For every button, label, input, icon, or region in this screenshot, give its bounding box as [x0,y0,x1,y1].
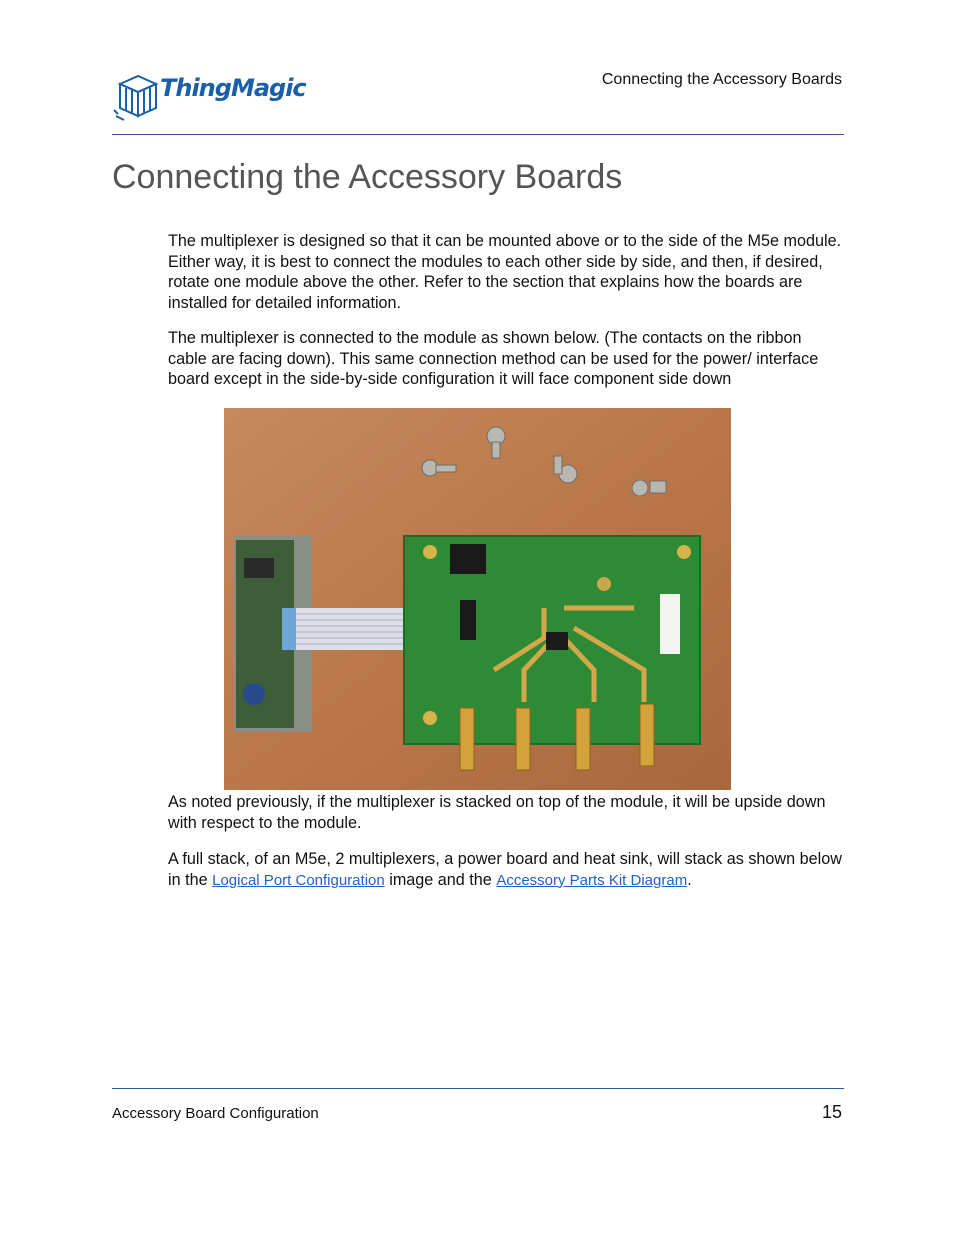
running-head: Connecting the Accessory Boards [601,71,842,88]
p4-text-before: A full stack, of an M5e, 2 multiplexers, a power board and heat sink, will stack as shown below in the [168,850,842,889]
page-title: Connecting the Accessory Boards [112,158,623,196]
paragraph-intro: The multiplexer is designed so that it can be mounted above or to the side of the M5e module. Either way, it is best to connect the modules to each other side by side, and then, if desired, rotate one module above the other. Refer to the section that explains how the boards are installed for detailed information. [168,232,842,312]
footer-section: Accessory Board Configuration [112,1105,319,1122]
paragraph-full-stack [168,849,844,891]
thingmagic-logo [112,66,312,126]
accessory-parts-kit-diagram-link[interactable]: Accessory Parts Kit Diagram [496,871,688,889]
p4-text-middle: image and the [384,870,497,889]
paragraph-connection: The multiplexer is connected to the module as shown below. (The contacts on the ribbon cable are facing down). This same connection method can be used for the power/ interface board except in the side-by-side configuration it will face component side down [168,329,819,388]
header-rule [112,134,844,135]
logical-port-configuration-link[interactable]: Logical Port Configuration [212,871,385,889]
p4-text-after: . [687,870,692,889]
multiplexer-connection-photo [224,408,731,790]
page-number: 15 [821,1102,842,1122]
logo-text: ThingMagic [160,74,306,102]
paragraph-stacked-note: As noted previously, if the multiplexer is stacked on top of the module, it will be upside down with respect to the module. [168,793,826,832]
footer-rule [112,1088,844,1089]
logo-cube-icon [112,66,160,126]
